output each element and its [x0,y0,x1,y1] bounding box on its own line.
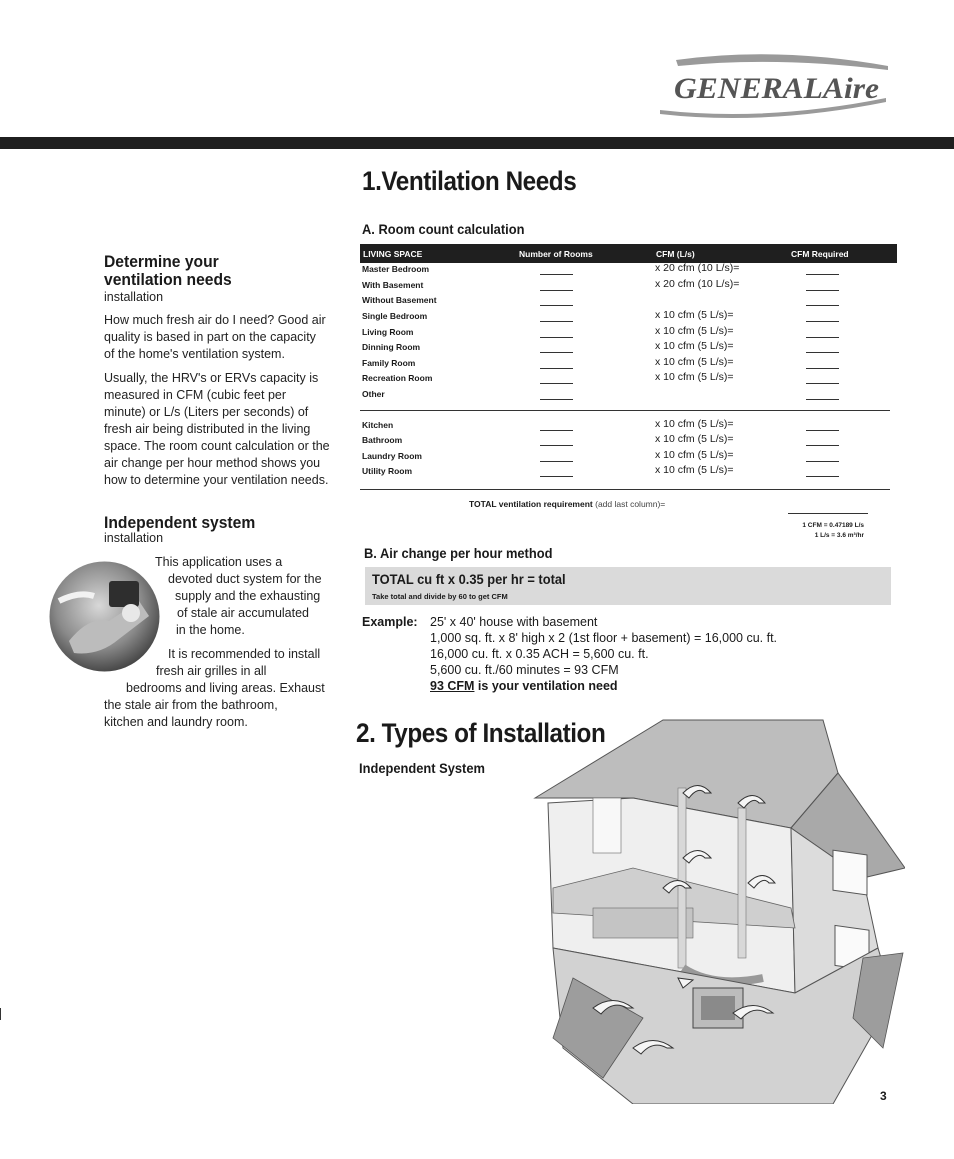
table-row: Kitchen x 10 cfm (5 L/s)= [362,418,897,433]
table-header [360,244,897,263]
total-line [788,513,868,514]
table-row: Laundry Room x 10 cfm (5 L/s)= [362,449,897,464]
independent-paragraph-2: It is recommended to install fresh air grilles in all bedrooms and living areas. Exhaust the stale air from the bathroom, kitchen and laundry room. [104,647,325,729]
header-rule [0,137,954,149]
col-living-space: LIVING SPACE [363,249,423,259]
conversion-note: 1 CFM = 0.47189 L/s 1 L/s = 3.6 m³/hr [802,522,864,539]
col-cfm: CFM (L/s) [656,249,695,259]
page-title-installation: 2. Types of Installation [356,718,606,748]
section-title-determine: Determine your ventilation needs [104,252,232,289]
formula-text: TOTAL cu ft x 0.35 per hr = total [372,571,566,587]
capacity-paragraph: Usually, the HRV's or ERVs capacity is measured in CFM (cubic feet per minute) or L/s (Liters per seconds) of fresh air being distributed in the living space. The room count calculation or the air change per hour method shows you how to determine your ventilation needs. [104,371,330,487]
independent-system-label: Independent System [359,760,485,776]
table-row: Single Bedroom x 10 cfm (5 L/s)= [362,309,897,324]
generalaire-logo [656,52,892,118]
table-row: Family Room x 10 cfm (5 L/s)= [362,356,897,371]
col-number-of-rooms: Number of Rooms [519,249,593,259]
table-row: Living Room x 10 cfm (5 L/s)= [362,325,897,340]
page-number: 3 [880,1089,887,1103]
svg-text:GENERALAire: GENERALAire [674,72,879,105]
table-row: Without Basement [362,293,897,308]
total-requirement-label: TOTAL ventilation requirement (add last column)= [469,499,666,509]
table-row: Other [362,387,897,402]
table-row: Master Bedroom x 20 cfm (10 L/s)= [362,262,897,277]
section-title-independent: Independent system [104,513,256,532]
house-cutaway-illustration [533,718,905,1104]
table-bottom-rule [360,489,890,490]
section-subtitle-installation: installation [104,531,164,545]
independent-paragraph-1: This application uses a devoted duct system for the supply and the exhausting of stale air accumulated in the home. [155,555,322,637]
table-row: Dinning Room x 10 cfm (5 L/s)= [362,340,897,355]
table-divider [360,410,890,411]
table-row: Recreation Room x 10 cfm (5 L/s)= [362,371,897,386]
table-row: Utility Room x 10 cfm (5 L/s)= [362,464,897,479]
formula-box [365,567,891,605]
page-title-ventilation: 1.Ventilation Needs [362,166,577,196]
margin-mark [0,1008,1,1020]
section-subtitle: installation [104,290,164,304]
section-b-title: B. Air change per hour method [364,545,553,561]
formula-subtext: Take total and divide by 60 to get CFM [372,592,508,601]
intro-paragraph: How much fresh air do I need? Good air quality is based in part on the capacity of the home's ventilation system. [104,313,326,361]
section-a-title: A. Room count calculation [362,221,525,237]
ventilation-need-value: 93 CFM [430,679,475,693]
table-row: Bathroom x 10 cfm (5 L/s)= [362,433,897,448]
col-cfm-required: CFM Required [791,249,849,259]
example-text: 25' x 40' house with basement 1,000 sq. ft. x 8' high x 2 (1st floor + basement) = 16,000 cu. ft. 16,000 cu. ft. x 0.35 ACH = 5,600 cu. ft. 5,600 cu. ft./60 minutes = 93 CFM 93 CFM is your ventilation need [430,615,778,693]
table-row: With Basement x 20 cfm (10 L/s)= [362,278,897,293]
example-label: Example: [362,615,418,629]
